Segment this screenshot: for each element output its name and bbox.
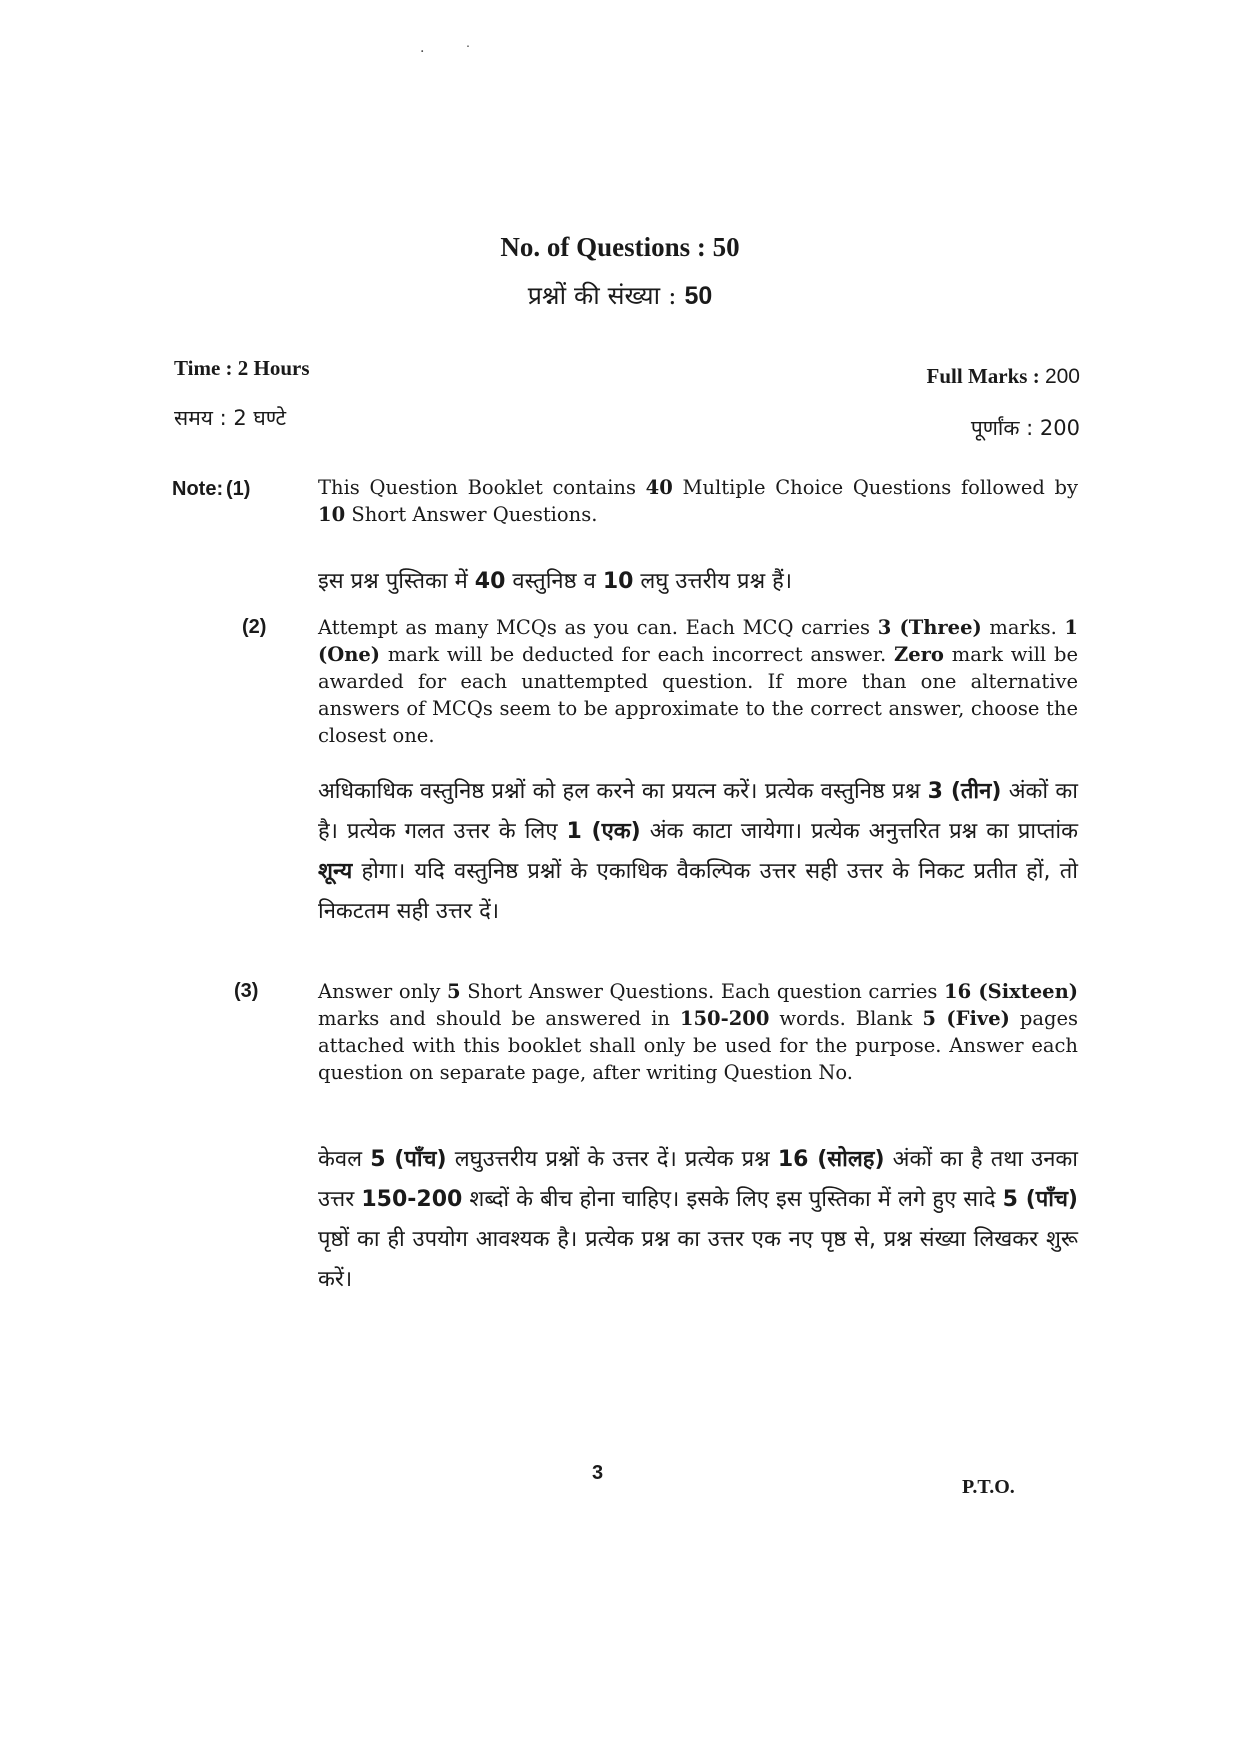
- questions-count-title: No. of Questions : 50: [500, 232, 740, 262]
- note-2-english: Attempt as many MCQs as you can. Each MCQ carries 3 (Three) marks. 1 (One) mark will be deducted for each incorrect answer. Zero mark will be awarded for each unattempted question. If more than one alternative answers of MCQs seem to be approximate to the correct answer, choose the closest one.: [318, 616, 1078, 747]
- page-number: 3: [592, 1462, 604, 1484]
- note-1-hindi: इस प्रश्न पुस्तिका में 40 वस्तुनिष्ठ व 10 लघु उत्तरीय प्रश्न हैं।: [318, 569, 793, 594]
- time-hindi: समय : 2 घण्टे: [174, 406, 287, 430]
- questions-count-title-hindi: प्रश्नों की संख्या : 50: [527, 281, 713, 310]
- note-item-number: (3): [234, 980, 259, 1002]
- note-3-english: Answer only 5 Short Answer Questions. Each question carries 16 (Sixteen) marks and should be answered in 150-200 words. Blank 5 (Five) pages attached with this booklet shall only be used for the purpose. Answer each question on separate page, after writing Question No.: [318, 980, 1078, 1084]
- note-3-hindi: केवल 5 (पाँच) लघुउत्तरीय प्रश्नों के उत्तर दें। प्रत्येक प्रश्न 16 (सोलह) अंकों का है तथा उनका उत्तर 150-200 शब्दों के बीच होना चाहिए। इसके लिए इस पुस्तिका में लगे हुए सादे 5 (पाँच) पृष्ठों का ही उपयोग आवश्यक है। प्रत्येक प्रश्न का उत्तर एक नए पृष्ठ से, प्रश्न संख्या लिखकर शुरू करें।: [318, 1147, 1078, 1292]
- pto-label: P.T.O.: [962, 1476, 1015, 1498]
- note-2-hindi: अधिकाधिक वस्तुनिष्ठ प्रश्नों को हल करने का प्रयत्न करें। प्रत्येक वस्तुनिष्ठ प्रश्न 3 (तीन) अंकों का है। प्रत्येक गलत उत्तर के लिए 1 (एक) अंक काटा जायेगा। प्रत्येक अनुत्तरित प्रश्न का प्राप्तांक शून्य होगा। यदि वस्तुनिष्ठ प्रश्नों के एकाधिक वैकल्पिक उत्तर सही उत्तर के निकट प्रतीत हों, तो निकटतम सही उत्तर दें।: [318, 779, 1079, 924]
- full-marks-hindi: पूर्णांक : 200: [970, 416, 1080, 440]
- note-item-number: (1): [226, 478, 251, 500]
- note-item-number: (2): [242, 616, 267, 638]
- full-marks-english: Full Marks : 200: [926, 364, 1080, 388]
- note-label: Note:: [172, 478, 224, 500]
- note-1-english: This Question Booklet contains 40 Multiple Choice Questions followed by 10 Short Answer Questions.: [318, 476, 1079, 526]
- scan-specks: ·˙: [420, 44, 512, 60]
- time-english: Time : 2 Hours: [174, 356, 310, 380]
